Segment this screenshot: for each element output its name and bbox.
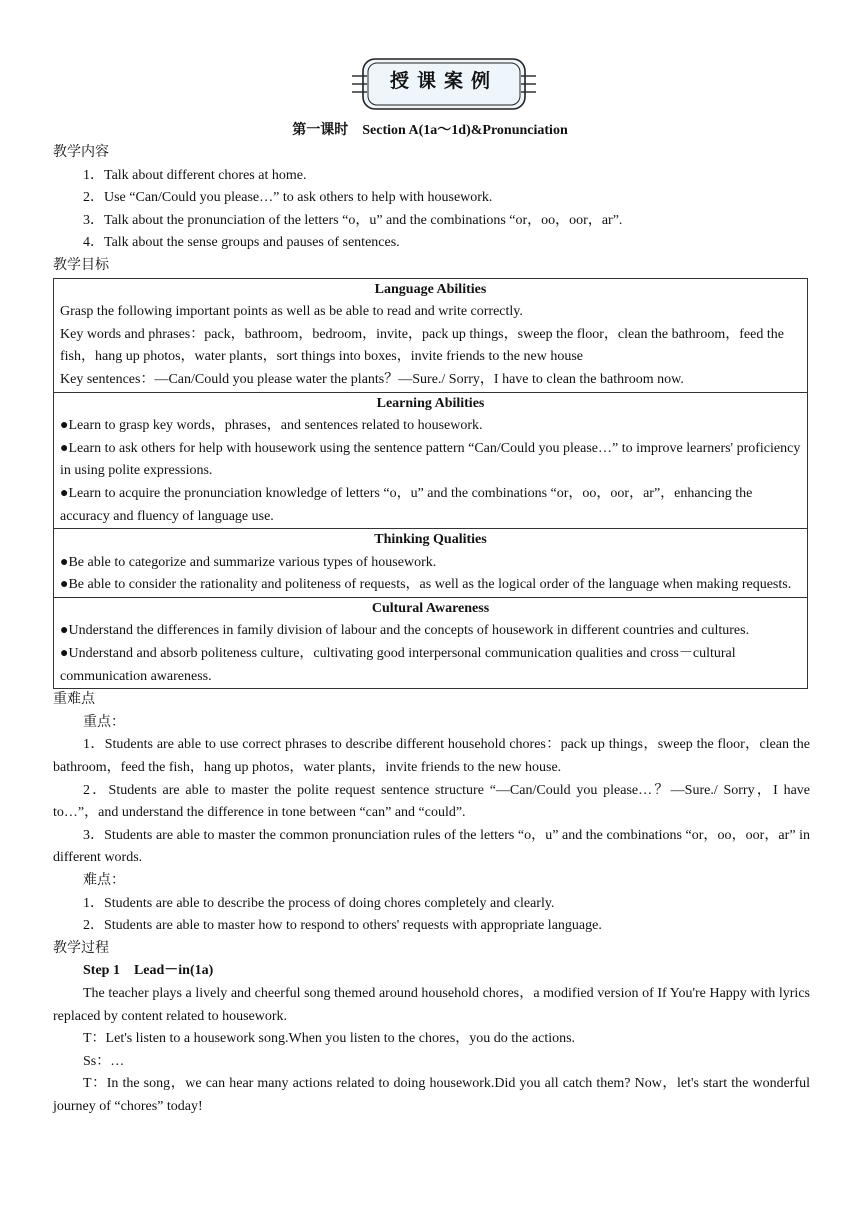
- goal-cell-cultural: [54, 597, 808, 688]
- goal-line: Be able to categorize and summarize various types of housework.: [68, 554, 437, 570]
- difficult-item: 1．Students are able to describe the process of doing chores completely and clearly.: [83, 895, 555, 911]
- goal-bullet: [60, 415, 801, 438]
- goal-cell-learning: [54, 392, 808, 529]
- goal-title: Language Abilities: [374, 281, 487, 297]
- goal-bullet: [60, 483, 801, 528]
- content-heading: 教学内容: [53, 145, 109, 160]
- key-item: 1．Students are able to use correct phrases to describe different household chores：pack up things，sweep the floor，clean the bathroom，feed the fish，hang up photos，water plants，invite friends to the new house.: [53, 737, 810, 776]
- step-paragraph: Ss：…: [83, 1053, 125, 1069]
- lesson-title: 第一课时 Section A(1a～1d)&Pronunciation: [292, 123, 568, 138]
- goal-bullet: [60, 438, 801, 483]
- key-item: 2．Students are able to master the polite request sentence structure “—Can/Could you please…？—Sure./ Sorry，I have to…”，and understand the difference in tone between “can” and “could”.: [53, 782, 810, 821]
- goal-cell-thinking: [54, 529, 808, 598]
- banner-title: 授课案例: [389, 70, 498, 92]
- goal-title: Cultural Awareness: [371, 600, 490, 616]
- goal-line: Understand and absorb politeness culture，cultivating good interpersonal communication qualities and cross－cultural communication awareness.: [60, 646, 736, 684]
- document-body: [53, 142, 810, 1119]
- keypoints-heading: 重难点: [53, 692, 95, 708]
- goal-bullet: [60, 574, 801, 597]
- goal-title: Thinking Qualities: [374, 532, 487, 548]
- step-paragraph: T：Let's listen to a housework song.When you listen to the chores，you do the actions.: [83, 1031, 576, 1047]
- difficult-label: 难点：: [83, 873, 125, 888]
- content-item: 1．Talk about different chores at home.: [83, 167, 307, 183]
- goal-line: Key words and phrases：pack，bathroom，bedroom，invite，pack up things，sweep the floor，clean the bathroom，feed the fish，hang up photos，water plants，sort things into boxes，invite friends to the new house: [60, 326, 784, 365]
- goal-line: Key sentences：—Can/Could you please water the plants？—Sure./ Sorry，I have to clean the bathroom now.: [60, 371, 684, 387]
- goal-line: Learn to grasp key words，phrases，and sentences related to housework.: [68, 418, 483, 434]
- goal-line: Learn to acquire the pronunciation knowledge of letters “o，u” and the combinations “or，oo，oor，ar”，enhancing the accuracy and fluency of language use.: [60, 485, 753, 524]
- goal-title: Learning Abilities: [376, 395, 485, 411]
- goal-line: Grasp the following important points as well as be able to read and write correctly.: [60, 304, 523, 320]
- content-item: 4．Talk about the sense groups and pauses of sentences.: [83, 235, 400, 251]
- goal-cell-language: [54, 278, 808, 392]
- process-heading: 教学过程: [53, 940, 109, 956]
- content-item: 2．Use “Can/Could you please…” to ask others to help with housework.: [83, 190, 493, 206]
- goal-line: Learn to ask others for help with housework using the sentence pattern “Can/Could you please…” to improve learners' proficiency in using polite expressions.: [60, 440, 801, 479]
- key-item: 3．Students are able to master the common pronunciation rules of the letters “o，u” and the combinations “or，oo，oor，ar” in different words.: [53, 827, 810, 866]
- goal-bullet: [60, 620, 801, 643]
- goal-line: Understand the differences in family division of labour and the concepts of housework in different countries and cultures.: [68, 623, 750, 639]
- step-paragraph: T：In the song，we can hear many actions related to doing housework.Did you all catch them? Now，let's start the wonderful journey of “chores” today!: [53, 1076, 810, 1114]
- key-label: 重点：: [83, 714, 125, 730]
- content-item: 3．Talk about the pronunciation of the letters “o，u” and the combinations “or，oo，oor，ar”.: [83, 212, 623, 228]
- step-paragraph: The teacher plays a lively and cheerful song themed around household chores，a modified version of If You're Happy with lyrics replaced by content related to housework.: [53, 985, 810, 1024]
- step-title: Step 1 Lead－in(1a): [83, 963, 214, 979]
- goals-heading: 教学目标: [53, 257, 109, 273]
- goals-table: [53, 278, 808, 690]
- difficult-item: 2．Students are able to master how to respond to others' requests with appropriate language.: [83, 918, 602, 934]
- goal-line: Be able to consider the rationality and politeness of requests，as well as the logical order of the language when making requests.: [68, 577, 792, 593]
- goal-bullet: [60, 643, 801, 688]
- goal-bullet: [60, 552, 801, 575]
- section-banner: [349, 56, 539, 112]
